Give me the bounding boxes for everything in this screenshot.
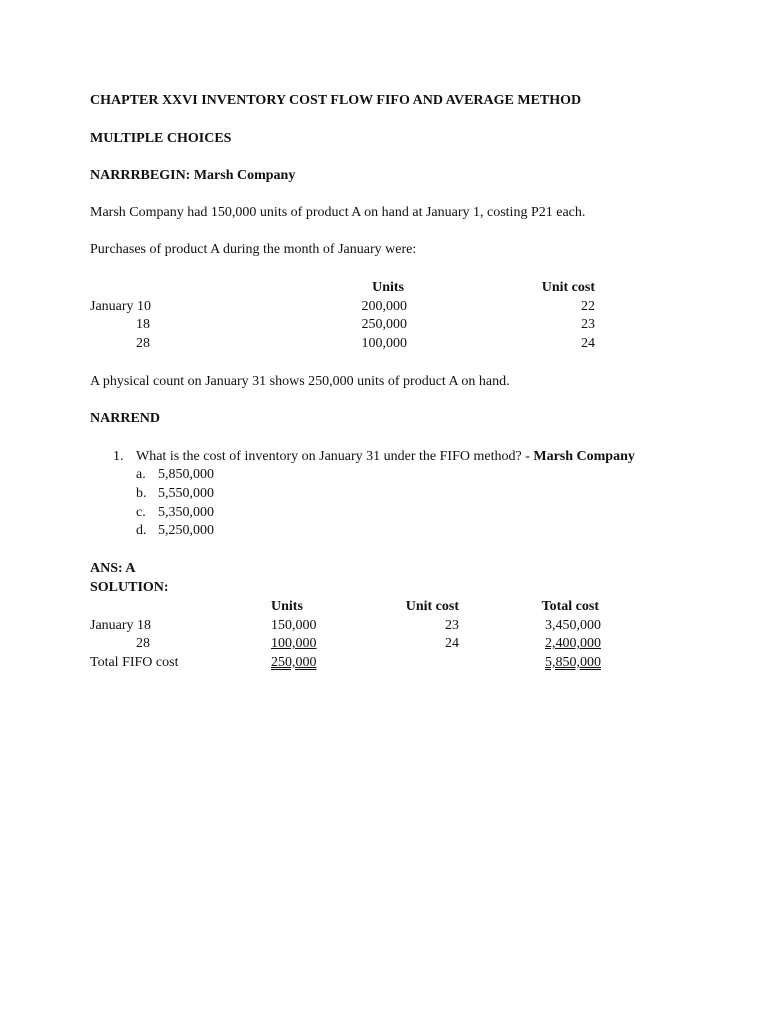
solution-total-label: Total FIFO cost bbox=[90, 655, 179, 670]
solution-total-units: 250,000 bbox=[271, 655, 317, 670]
choice-text: 5,850,000 bbox=[158, 467, 214, 482]
solution-unit-cost-header: Unit cost bbox=[405, 599, 459, 614]
choice-text: 5,250,000 bbox=[158, 523, 214, 538]
answer-label: ANS: A bbox=[90, 561, 136, 576]
purchases-units-header: Units bbox=[372, 280, 404, 295]
solution-row-total: 2,400,000 bbox=[545, 636, 601, 651]
section-heading: MULTIPLE CHOICES bbox=[90, 131, 232, 146]
solution-row-cost: 23 bbox=[445, 618, 459, 633]
choice-letter: b. bbox=[136, 486, 147, 501]
solution-row-cost: 24 bbox=[445, 636, 459, 651]
solution-row-units: 100,000 bbox=[271, 636, 317, 651]
narrative-end: NARREND bbox=[90, 411, 160, 426]
choice-text: 5,550,000 bbox=[158, 486, 214, 501]
solution-row-label: 28 bbox=[136, 636, 150, 651]
question-stem: What is the cost of inventory on January 31 under the FIFO method? - bbox=[136, 449, 534, 464]
purchases-row-date: 18 bbox=[136, 317, 150, 332]
choice-letter: d. bbox=[136, 523, 147, 538]
purchases-row-units: 100,000 bbox=[361, 336, 407, 351]
purchases-row-cost: 24 bbox=[581, 336, 595, 351]
purchases-intro: Purchases of product A during the month of January were: bbox=[90, 242, 417, 257]
count-paragraph: A physical count on January 31 shows 250,000 units of product A on hand. bbox=[90, 374, 510, 389]
question-number: 1. bbox=[113, 449, 124, 464]
choice-letter: c. bbox=[136, 505, 146, 520]
choice-text: 5,350,000 bbox=[158, 505, 214, 520]
narrative-begin: NARRRBEGIN: Marsh Company bbox=[90, 168, 296, 183]
solution-total-cost-header: Total cost bbox=[541, 599, 599, 614]
purchases-row-units: 250,000 bbox=[361, 317, 407, 332]
question-text bbox=[136, 448, 635, 466]
question-source: Marsh Company bbox=[533, 449, 635, 464]
solution-row-units: 150,000 bbox=[271, 618, 317, 633]
purchases-row-date: January 10 bbox=[90, 299, 152, 314]
solution-total-cost: 5,850,000 bbox=[545, 655, 601, 670]
intro-paragraph: Marsh Company had 150,000 units of product A on hand at January 1, costing P21 each. bbox=[90, 205, 586, 220]
solution-label: SOLUTION: bbox=[90, 580, 169, 595]
purchases-row-units: 200,000 bbox=[361, 299, 407, 314]
purchases-row-cost: 23 bbox=[581, 317, 595, 332]
solution-row-total: 3,450,000 bbox=[545, 618, 601, 633]
chapter-title: CHAPTER XXVI INVENTORY COST FLOW FIFO AND AVERAGE METHOD bbox=[90, 93, 582, 108]
solution-row-label: January 18 bbox=[90, 618, 152, 633]
solution-units-header: Units bbox=[271, 599, 303, 614]
purchases-unit-cost-header: Unit cost bbox=[541, 280, 595, 295]
purchases-row-cost: 22 bbox=[581, 299, 595, 314]
choice-letter: a. bbox=[136, 467, 146, 482]
purchases-row-date: 28 bbox=[136, 336, 150, 351]
